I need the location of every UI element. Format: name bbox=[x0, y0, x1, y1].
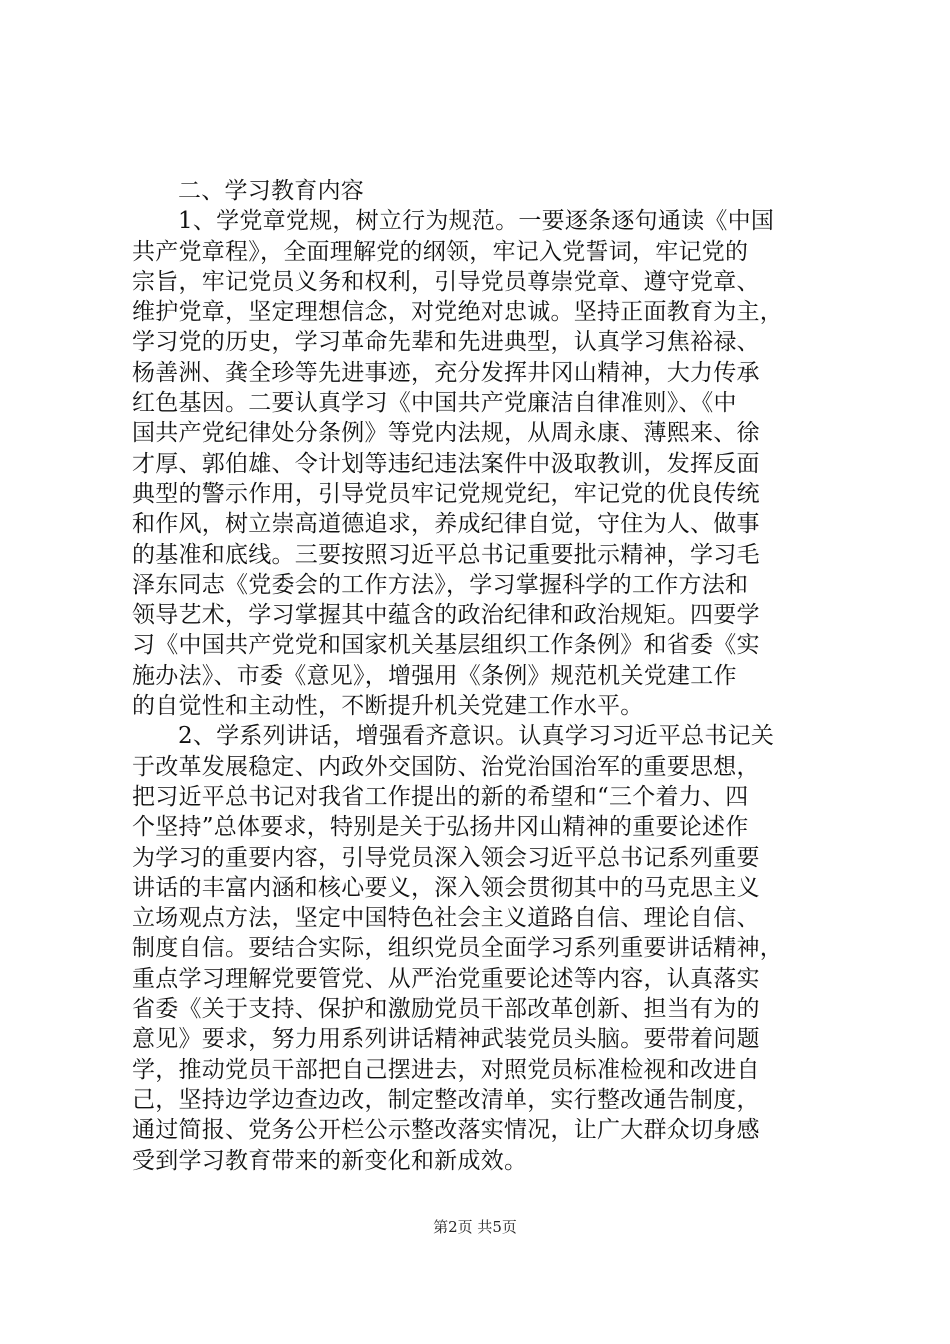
paragraph-2-line: 通过简报、党务公开栏公示整改落实情况，让广大群众切身感 bbox=[132, 1117, 760, 1144]
page-number-footer: 第2页 共5页 bbox=[433, 1218, 517, 1236]
paragraph-2-line: 制度自信。要结合实际，组织党员全面学习系列重要讲话精神， bbox=[132, 935, 783, 962]
paragraph-1-line: 学习党的历史，学习革命先辈和先进典型，认真学习焦裕禄、 bbox=[132, 329, 760, 356]
paragraph-2-line: 学，推动党员干部把自己摆进去，对照党员标准检视和改进自 bbox=[132, 1056, 760, 1083]
paragraph-2-line: 个坚持”总体要求，特别是关于弘扬井冈山精神的重要论述作 bbox=[132, 814, 749, 841]
paragraph-1-line: 维护党章，坚定理想信念，对党绝对忠诚。坚持正面教育为主， bbox=[132, 299, 783, 326]
paragraph-2-line: 为学习的重要内容，引导党员深入领会习近平总书记系列重要 bbox=[132, 844, 760, 871]
paragraph-1-line: 红色基因。二要认真学习《中国共产党廉洁自律准则》、《中 bbox=[132, 390, 737, 417]
paragraph-2-line: 意见》要求，努力用系列讲话精神武装党员头脑。要带着问题 bbox=[132, 1026, 760, 1053]
paragraph-1-line: 习《中国共产党党和国家机关基层组织工作条例》和省委《实 bbox=[132, 632, 760, 659]
paragraph-2-line: 讲话的丰富内涵和核心要义，深入领会贯彻其中的马克思主义 bbox=[132, 874, 760, 901]
paragraph-2-line: 己，坚持边学边查边改，制定整改清单，实行整改通告制度， bbox=[132, 1086, 760, 1113]
paragraph-1-line: 杨善洲、龚全珍等先进事迹，充分发挥井冈山精神，大力传承 bbox=[132, 359, 760, 386]
paragraph-1-line: 宗旨，牢记党员义务和权利，引导党员尊崇党章、遵守党章、 bbox=[132, 268, 760, 295]
paragraph-2-line: 2、学系列讲话，增强看齐意识。认真学习习近平总书记关 bbox=[178, 723, 775, 750]
paragraph-1-line: 和作风，树立崇高道德追求，养成纪律自觉，守住为人、做事 bbox=[132, 511, 760, 538]
paragraph-1-line: 的基准和底线。三要按照习近平总书记重要批示精神，学习毛 bbox=[132, 541, 760, 568]
paragraph-1-line: 的自觉性和主动性，不断提升机关党建工作水平。 bbox=[132, 693, 644, 720]
paragraph-1-line: 1、学党章党规，树立行为规范。一要逐条逐句通读《中国 bbox=[178, 208, 775, 235]
paragraph-2-line: 把习近平总书记对我省工作提出的新的希望和“三个着力、四 bbox=[132, 783, 749, 810]
paragraph-2-line: 重点学习理解党要管党、从严治党重要论述等内容，认真落实 bbox=[132, 965, 760, 992]
paragraph-1-line: 国共产党纪律处分条例》等党内法规，从周永康、薄熙来、徐 bbox=[132, 420, 760, 447]
paragraph-1-line: 泽东同志《党委会的工作方法》，学习掌握科学的工作方法和 bbox=[132, 571, 749, 598]
paragraph-2-line: 受到学习教育带来的新变化和新成效。 bbox=[132, 1147, 528, 1174]
paragraph-1-line: 施办法》、市委《意见》，增强用《条例》规范机关党建工作 bbox=[132, 662, 737, 689]
paragraph-1-line: 共产党章程》，全面理解党的纲领，牢记入党誓词，牢记党的 bbox=[132, 238, 749, 265]
section-heading: 二、学习教育内容 bbox=[178, 178, 364, 204]
paragraph-1-line: 才厚、郭伯雄、令计划等违纪违法案件中汲取教训，发挥反面 bbox=[132, 450, 760, 477]
paragraph-2-line: 立场观点方法，坚定中国特色社会主义道路自信、理论自信、 bbox=[132, 905, 760, 932]
paragraph-1-line: 领导艺术，学习掌握其中蕴含的政治纪律和政治规矩。四要学 bbox=[132, 602, 760, 629]
paragraph-2-line: 于改革发展稳定、内政外交国防、治党治国治军的重要思想， bbox=[132, 753, 760, 780]
paragraph-2-line: 省委《关于支持、保护和激励党员干部改革创新、担当有为的 bbox=[132, 996, 760, 1023]
document-body bbox=[132, 176, 832, 1176]
paragraph-1-line: 典型的警示作用，引导党员牢记党规党纪，牢记党的优良传统 bbox=[132, 480, 760, 507]
